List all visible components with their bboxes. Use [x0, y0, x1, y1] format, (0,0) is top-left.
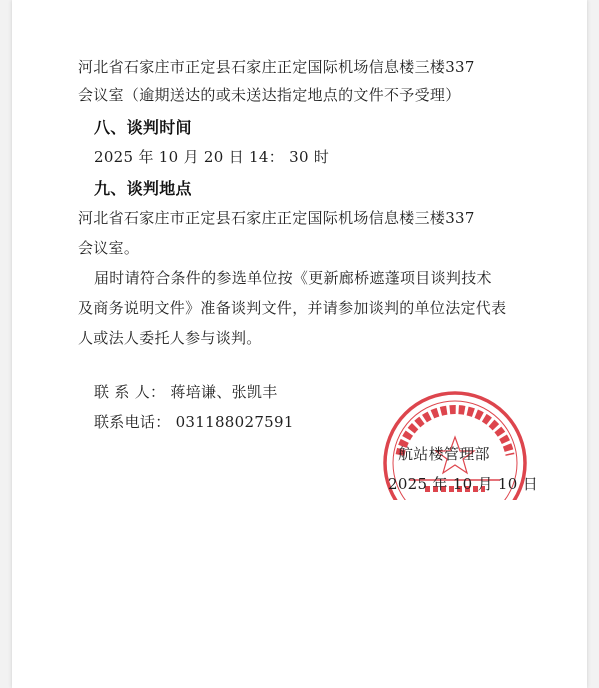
notice-line-3: 人或法人委托人参与谈判。: [78, 329, 262, 347]
negotiation-time: 2025 年 10 月 20 日 14： 30 时: [94, 148, 330, 166]
contact-person-label: 联 系 人：: [94, 383, 166, 401]
negotiation-location-line-1: 河北省石家庄市正定县石家庄正定国际机场信息楼三楼337: [78, 209, 475, 227]
document-page: [12, 0, 587, 688]
issuing-department: 航站楼管理部: [398, 445, 490, 463]
issue-date: 2025 年 10 月 10 日: [388, 475, 538, 493]
contact-person-value: 蒋培谦、张凯丰: [170, 383, 278, 401]
notice-line-1: 届时请符合条件的参选单位按《更新廊桥遮蓬项目谈判技术: [94, 269, 492, 287]
contact-phone-value: 031188027591: [175, 413, 294, 431]
contact-person: [94, 381, 278, 402]
section-9-heading: 九、谈判地点: [94, 179, 192, 198]
notice-line-2: 及商务说明文件》准备谈判文件，并请参加谈判的单位法定代表: [78, 299, 507, 317]
location-continued-line-2: 会议室（逾期送达的或未送达指定地点的文件不予受理）: [78, 86, 461, 104]
section-8-heading: 八、谈判时间: [94, 118, 192, 137]
location-continued-line-1: 河北省石家庄市正定县石家庄正定国际机场信息楼三楼337: [78, 58, 475, 76]
contact-phone: [94, 411, 294, 432]
negotiation-location-line-2: 会议室。: [78, 239, 140, 257]
contact-phone-label: 联系电话：: [94, 413, 171, 431]
